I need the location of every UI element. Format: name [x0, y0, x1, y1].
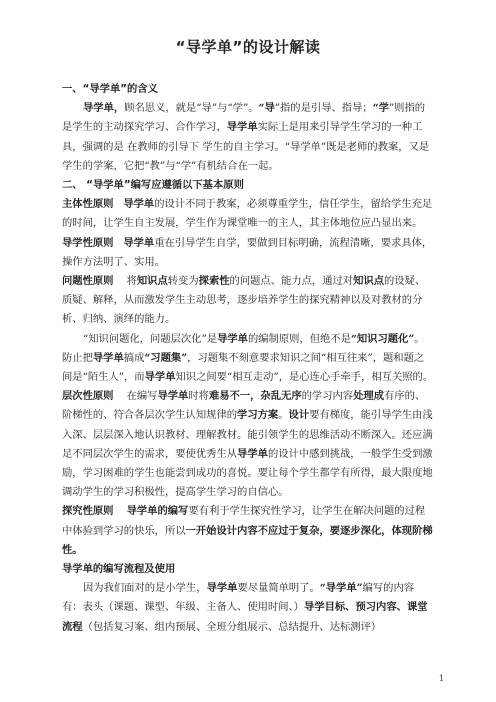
section-heading-2: 二、 “导学单”编写应遵循以下基本原则 — [62, 179, 244, 192]
principle-label: 探究性原则 — [62, 505, 114, 518]
text: 将 — [126, 275, 137, 288]
principle-label: 问题性原则 — [62, 275, 114, 288]
text: 重在引导学生自学，要做到目标明确，流程清晰，要求具体，操作方法明了、实用。 — [62, 236, 433, 268]
bold-term: 知识点 — [136, 275, 168, 288]
bold-term: 导学目标、预习内容、课堂流程 — [62, 601, 428, 633]
bold-term: 导学单 — [237, 447, 268, 460]
text: 搞成 — [123, 351, 145, 364]
text: 实际上是用来引导学生学习的一种工具，强调的是 在教师的引导下 学生的自主学习。“导学单”既是老师的教案，又是学生的学案，它把“教”与“学”有机结合在一起。 — [62, 121, 430, 172]
bold-term: 导学单 — [123, 236, 155, 249]
bold-term: 导学单 — [144, 371, 176, 384]
bold-term: 导学单的编写 — [126, 505, 189, 518]
paragraph-question-principle — [62, 272, 434, 330]
document-title: “导学单”的设计解读 — [175, 38, 321, 56]
bold-term: “学 — [372, 102, 389, 115]
principle-label: 导学性原则 — [62, 236, 114, 249]
bold-term: 一开始设计内容不应过于复杂，要逐步深化，体现阶梯性。 — [62, 524, 433, 556]
text: 要有利于学生探究性学习，让学生在解决问题的过程中体验到学习的快乐，所以 — [62, 505, 426, 537]
text: 顾名思义，就是“导”与“学”。 — [124, 102, 259, 115]
bold-term: 处理成 — [353, 390, 384, 403]
section-heading-1: 一、“导学单”的含义 — [62, 83, 158, 95]
bold-term: 学习方案 — [237, 409, 279, 422]
bold-term: “导 — [258, 102, 275, 115]
text: 转变为 — [167, 275, 199, 288]
principle-label: 主体性原则 — [62, 198, 114, 211]
bold-term: 导学单 — [206, 582, 238, 595]
text: 要有梯度，能引导学生由浅入深、层层深入地认识教材、理解教材。能引领学生的思维活动不断深入。还应满足不同层次学生的需求，要使优秀生从 — [62, 409, 433, 460]
bold-term: 导学单 — [157, 390, 189, 403]
text: ，习题集不刻意要求知识之间“相互往来”，题和题之间是“陌生人”，而 — [62, 351, 425, 384]
paragraph-process — [62, 579, 434, 637]
text: 因为我们面对的是小学生， — [83, 582, 207, 595]
text: 的问题点、能力点，通过对 — [229, 275, 354, 288]
text: 的设计不同于教案，必须尊重学生，信任学生，留给学生充足的时间，让学生自主发展，学生作为课堂唯一的主人，其主体地位应凸显出来。 — [62, 198, 433, 230]
text: 要尽量简单明了。 — [237, 582, 320, 595]
bold-term: 难易不一，杂乱无序 — [208, 390, 302, 403]
text: “知识问题化，问题层次化”是 — [83, 332, 218, 345]
document-body — [62, 80, 434, 637]
text: 的设疑、质疑、解释，从而激发学生主动思考，逐步培养学生的探究精神以及对教材的分析、归纳、演绎的能力。 — [62, 275, 426, 326]
bold-term: 导学单 — [217, 332, 248, 345]
text: ”则指的是学生的主动探究学习、合作学习， — [62, 102, 426, 134]
bold-term: “习题集” — [144, 351, 188, 364]
paragraph-guide-principle — [62, 234, 434, 272]
text: 编写的内容有：表头（课题、课型、年级、主备人、使用时间、） — [62, 582, 415, 614]
paragraph-level-principle — [62, 387, 434, 502]
paragraph-compile-principle — [62, 330, 434, 388]
paragraph-explore-principle — [62, 502, 434, 560]
paragraph-subject-principle — [62, 195, 434, 233]
bold-term: 导学单 — [123, 198, 155, 211]
text: 在编写 — [126, 390, 158, 403]
text: 。防止把 — [62, 332, 425, 364]
bold-term: 探索性 — [198, 275, 230, 288]
text: （包括复习案、组内预展、全班分组展示、总结提升、达标测评） — [82, 620, 382, 633]
principle-label: 层次性原则 — [62, 390, 114, 403]
bold-term: “知识习题化” — [350, 332, 415, 345]
text: 的编制原则，但绝不是 — [247, 332, 351, 345]
text: ”指的是引导、指导； — [274, 102, 373, 115]
text: 有序的、阶梯性的、符合各层次学生认知规律的 — [62, 390, 426, 422]
bold-term: 导学单 — [226, 121, 258, 134]
text: 。 — [278, 409, 289, 422]
text: 的学习内容 — [301, 390, 354, 403]
section-heading-3: 导学单的编写流程及使用 — [62, 563, 176, 576]
paragraph-definition — [62, 99, 434, 176]
text: 的设计中感到挑战，一般学生受到激励，学习困难的学生也能尝到成功的喜悦。要让每个学生都学有所得，最大限度地调动学生的学习积极性，提高学生学习的自信心。 — [62, 447, 433, 499]
bold-term: 导学单 — [92, 351, 124, 364]
bold-term: 设计 — [288, 409, 310, 422]
text: 知识之间要“相互走动”，是心连心手牵手，相互关照的。 — [175, 371, 434, 384]
text: 时将 — [188, 390, 209, 403]
bold-term: 导学单， — [83, 102, 125, 115]
page-number: 1 — [438, 674, 444, 683]
bold-term: “导学单” — [319, 582, 363, 595]
bold-term: 知识点 — [353, 275, 384, 288]
